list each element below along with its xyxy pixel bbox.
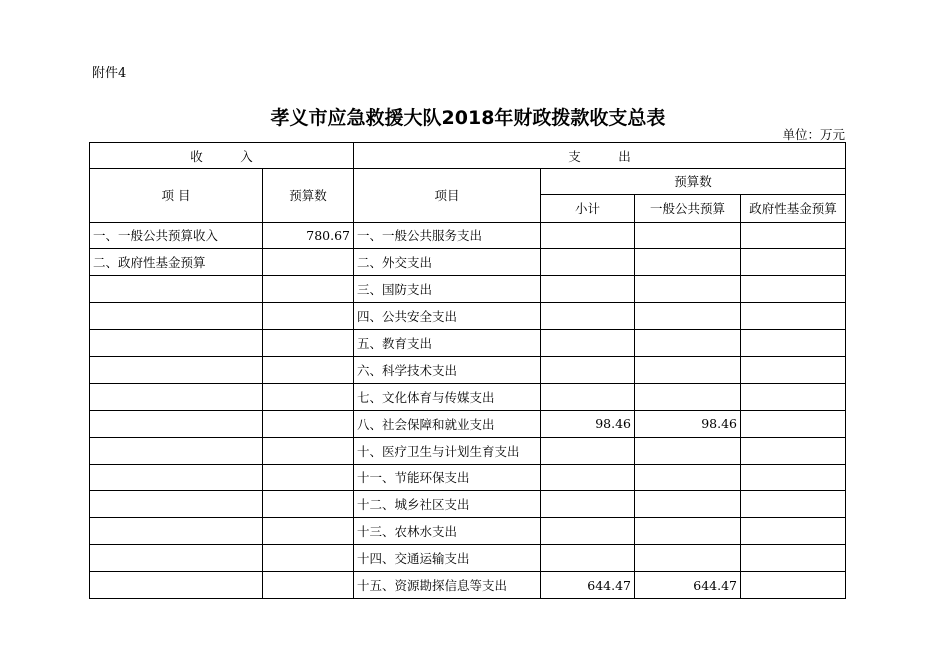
subtotal-cell xyxy=(541,464,635,491)
income-value-cell xyxy=(263,249,354,276)
general-budget-cell: 98.46 xyxy=(635,410,741,437)
subtotal-cell xyxy=(541,491,635,518)
expense-item-cell: 五、教育支出 xyxy=(354,330,541,357)
income-value-cell xyxy=(263,356,354,383)
expense-item-cell: 十四、交通运输支出 xyxy=(354,545,541,572)
header-row-2 xyxy=(90,169,846,195)
expense-item-cell: 六、科学技术支出 xyxy=(354,356,541,383)
subtotal-cell xyxy=(541,518,635,545)
subtotal-cell xyxy=(541,303,635,330)
income-item-cell xyxy=(90,491,263,518)
subtotal-cell xyxy=(541,356,635,383)
unit-label: 单位：万元 xyxy=(782,127,845,142)
income-header: 收 入 xyxy=(90,143,354,169)
income-item-cell xyxy=(90,572,263,599)
expense-item-cell: 十、医疗卫生与计划生育支出 xyxy=(354,437,541,464)
general-budget-cell: 644.47 xyxy=(635,572,741,599)
subtotal-cell xyxy=(541,545,635,572)
income-value-cell xyxy=(263,572,354,599)
table-row xyxy=(90,491,846,518)
table-row xyxy=(90,356,846,383)
fund-budget-cell xyxy=(741,303,846,330)
table-row xyxy=(90,464,846,491)
subtotal-cell xyxy=(541,383,635,410)
table-row xyxy=(90,383,846,410)
expense-item-cell: 七、文化体育与传媒支出 xyxy=(354,383,541,410)
fund-budget-cell xyxy=(741,330,846,357)
expense-item-cell: 三、国防支出 xyxy=(354,276,541,303)
expense-budget-header: 预算数 xyxy=(541,169,846,195)
income-item-cell xyxy=(90,437,263,464)
fund-budget-cell xyxy=(741,518,846,545)
fund-budget-cell xyxy=(741,356,846,383)
table-row xyxy=(90,572,846,599)
subtotal-cell xyxy=(541,330,635,357)
subtotal-cell xyxy=(541,222,635,249)
general-budget-cell xyxy=(635,356,741,383)
document-title: 孝义市应急救援大队2018年财政拨款收支总表 xyxy=(270,107,666,129)
subtotal-cell: 98.46 xyxy=(541,410,635,437)
expense-item-header: 项目 xyxy=(354,169,541,223)
income-value-cell xyxy=(263,276,354,303)
subtotal-header: 小计 xyxy=(541,194,635,222)
income-value-cell xyxy=(263,303,354,330)
income-value-cell xyxy=(263,410,354,437)
income-budget-header: 预算数 xyxy=(263,169,354,223)
table-row xyxy=(90,410,846,437)
income-value-cell xyxy=(263,545,354,572)
income-item-cell: 一、一般公共预算收入 xyxy=(90,222,263,249)
general-budget-cell xyxy=(635,464,741,491)
table-row xyxy=(90,437,846,464)
income-item-cell xyxy=(90,303,263,330)
expense-item-cell: 十五、资源勘探信息等支出 xyxy=(354,572,541,599)
expense-header: 支 出 xyxy=(354,143,846,169)
income-item-cell xyxy=(90,545,263,572)
expense-item-cell: 一、一般公共服务支出 xyxy=(354,222,541,249)
income-item-cell xyxy=(90,356,263,383)
general-budget-cell xyxy=(635,330,741,357)
fund-budget-header: 政府性基金预算 xyxy=(741,194,846,222)
general-budget-cell xyxy=(635,222,741,249)
income-item-cell xyxy=(90,276,263,303)
general-budget-cell xyxy=(635,518,741,545)
fund-budget-cell xyxy=(741,491,846,518)
expense-item-cell: 十二、城乡社区支出 xyxy=(354,491,541,518)
general-budget-cell xyxy=(635,276,741,303)
subtotal-cell xyxy=(541,276,635,303)
fund-budget-cell xyxy=(741,276,846,303)
budget-table xyxy=(89,142,846,599)
table-row xyxy=(90,222,846,249)
table-row xyxy=(90,545,846,572)
income-item-cell xyxy=(90,383,263,410)
general-budget-cell xyxy=(635,491,741,518)
subtotal-cell xyxy=(541,249,635,276)
fund-budget-cell xyxy=(741,222,846,249)
table-row xyxy=(90,276,846,303)
fund-budget-cell xyxy=(741,572,846,599)
income-value-cell xyxy=(263,437,354,464)
income-value-cell xyxy=(263,491,354,518)
attachment-label: 附件4 xyxy=(92,66,127,81)
income-value-cell: 780.67 xyxy=(263,222,354,249)
header-row-1 xyxy=(90,143,846,169)
general-budget-cell xyxy=(635,383,741,410)
fund-budget-cell xyxy=(741,383,846,410)
expense-item-cell: 二、外交支出 xyxy=(354,249,541,276)
general-budget-header: 一般公共预算 xyxy=(635,194,741,222)
fund-budget-cell xyxy=(741,437,846,464)
general-budget-cell xyxy=(635,437,741,464)
general-budget-cell xyxy=(635,303,741,330)
table-row xyxy=(90,518,846,545)
expense-item-cell: 八、社会保障和就业支出 xyxy=(354,410,541,437)
income-value-cell xyxy=(263,518,354,545)
subtotal-cell: 644.47 xyxy=(541,572,635,599)
income-item-cell xyxy=(90,464,263,491)
general-budget-cell xyxy=(635,545,741,572)
income-value-cell xyxy=(263,330,354,357)
fund-budget-cell xyxy=(741,464,846,491)
fund-budget-cell xyxy=(741,410,846,437)
income-value-cell xyxy=(263,383,354,410)
table-row xyxy=(90,303,846,330)
income-item-cell: 二、政府性基金预算 xyxy=(90,249,263,276)
income-item-cell xyxy=(90,518,263,545)
expense-item-cell: 十一、节能环保支出 xyxy=(354,464,541,491)
expense-item-cell: 十三、农林水支出 xyxy=(354,518,541,545)
income-item-header: 项 目 xyxy=(90,169,263,223)
income-item-cell xyxy=(90,330,263,357)
expense-item-cell: 四、公共安全支出 xyxy=(354,303,541,330)
fund-budget-cell xyxy=(741,249,846,276)
general-budget-cell xyxy=(635,249,741,276)
subtotal-cell xyxy=(541,437,635,464)
fund-budget-cell xyxy=(741,545,846,572)
income-value-cell xyxy=(263,464,354,491)
income-item-cell xyxy=(90,410,263,437)
table-row xyxy=(90,330,846,357)
table-row xyxy=(90,249,846,276)
